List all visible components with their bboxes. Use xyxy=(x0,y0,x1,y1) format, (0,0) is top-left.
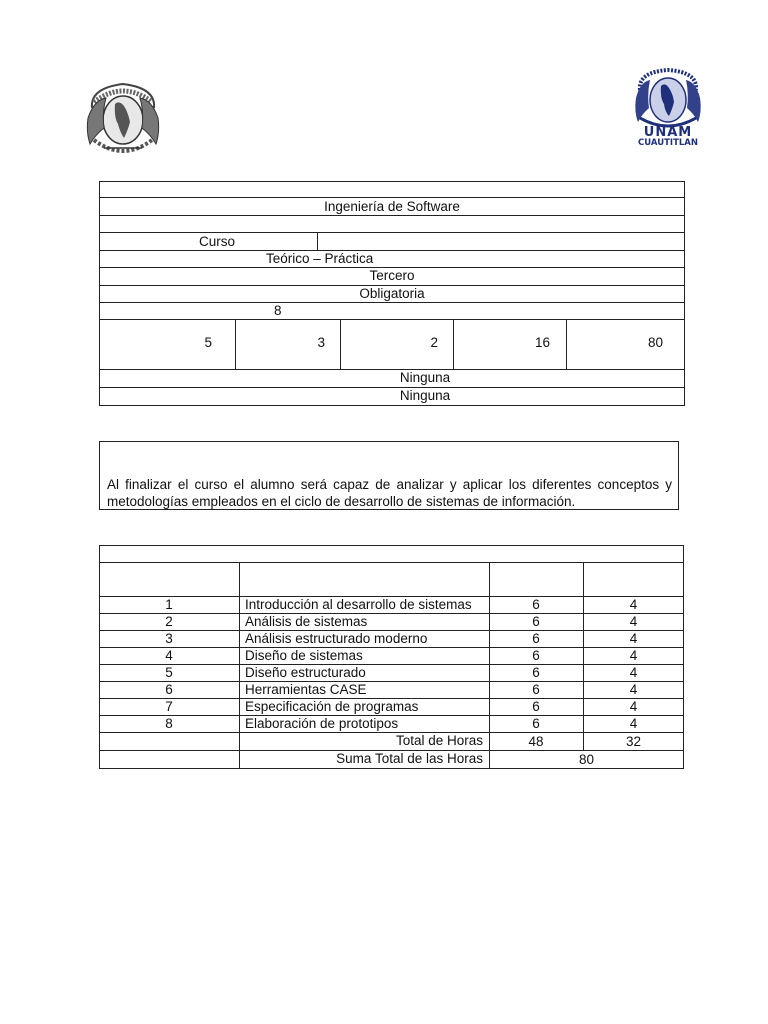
unit-topic: Elaboración de prototipos xyxy=(245,716,399,731)
unit-theory-hours: 6 xyxy=(532,631,540,646)
unit-theory-hours: 6 xyxy=(532,699,540,714)
unit-topic: Diseño estructurado xyxy=(245,665,366,680)
unit-topic: Análisis de sistemas xyxy=(245,614,368,629)
objective-line-1: Al finalizar el curso el alumno será capaz de analizar y aplicar los diferentes conceptos y xyxy=(107,477,672,492)
unit-theory-hours: 6 xyxy=(532,716,540,731)
unit-number: 3 xyxy=(165,631,173,646)
course-semester: Tercero xyxy=(369,268,415,283)
unit-topic: Especificación de programas xyxy=(245,699,419,714)
course-name: Ingeniería de Software xyxy=(324,199,460,214)
unit-practice-hours: 4 xyxy=(629,631,638,646)
total-theory: 48 xyxy=(528,734,544,749)
hours-value-1: 5 xyxy=(204,335,212,350)
unit-practice-hours: 4 xyxy=(629,699,638,714)
sum-total-value: 80 xyxy=(578,752,595,767)
hours-value-4: 16 xyxy=(534,335,550,350)
unit-number: 5 xyxy=(165,665,173,680)
total-hours-label: Total de Horas xyxy=(395,733,483,748)
logo-text-unam: UNAM xyxy=(643,125,693,140)
unit-theory-hours: 6 xyxy=(532,597,540,612)
total-practice: 32 xyxy=(625,734,642,749)
hours-value-5: 80 xyxy=(647,335,663,350)
course-credits: 8 xyxy=(274,303,282,318)
unit-topic: Análisis estructurado moderno xyxy=(245,631,428,646)
antecedent-value: Ninguna xyxy=(399,370,451,385)
logo-text-cuautitlan: CUAUTITLAN xyxy=(638,138,698,148)
unit-number: 8 xyxy=(165,716,173,731)
hours-value-3: 2 xyxy=(430,335,438,350)
unit-number: 1 xyxy=(165,597,173,612)
unit-theory-hours: 6 xyxy=(532,682,540,697)
unit-theory-hours: 6 xyxy=(532,614,540,629)
unit-practice-hours: 4 xyxy=(629,597,638,612)
unit-practice-hours: 4 xyxy=(629,665,638,680)
unit-practice-hours: 4 xyxy=(629,614,638,629)
unit-number: 4 xyxy=(165,648,173,663)
objective-line-2: metodologías empleados en el ciclo de desarrollo de sistemas de información. xyxy=(107,494,576,509)
sum-total-label: Suma Total de las Horas xyxy=(336,751,483,766)
unit-number: 6 xyxy=(165,682,173,697)
unit-number: 2 xyxy=(165,614,173,629)
unit-practice-hours: 4 xyxy=(629,682,638,697)
unit-topic: Diseño de sistemas xyxy=(245,648,363,663)
unam-seal-icon xyxy=(84,78,162,158)
course-modality: Teórico – Práctica xyxy=(266,251,374,266)
course-type: Curso xyxy=(199,234,236,249)
hours-value-2: 3 xyxy=(317,335,325,350)
unam-cuautitlan-logo-icon xyxy=(632,68,704,150)
unit-theory-hours: 6 xyxy=(532,648,540,663)
unit-theory-hours: 6 xyxy=(532,665,540,680)
unit-number: 7 xyxy=(165,699,173,714)
unit-practice-hours: 4 xyxy=(629,716,638,731)
unit-topic: Herramientas CASE xyxy=(245,682,367,697)
subsequent-value: Ninguna xyxy=(399,388,451,403)
unit-topic: Introducción al desarrollo de sistemas xyxy=(245,597,472,612)
unit-practice-hours: 4 xyxy=(629,648,638,663)
course-character: Obligatoria xyxy=(359,286,425,301)
